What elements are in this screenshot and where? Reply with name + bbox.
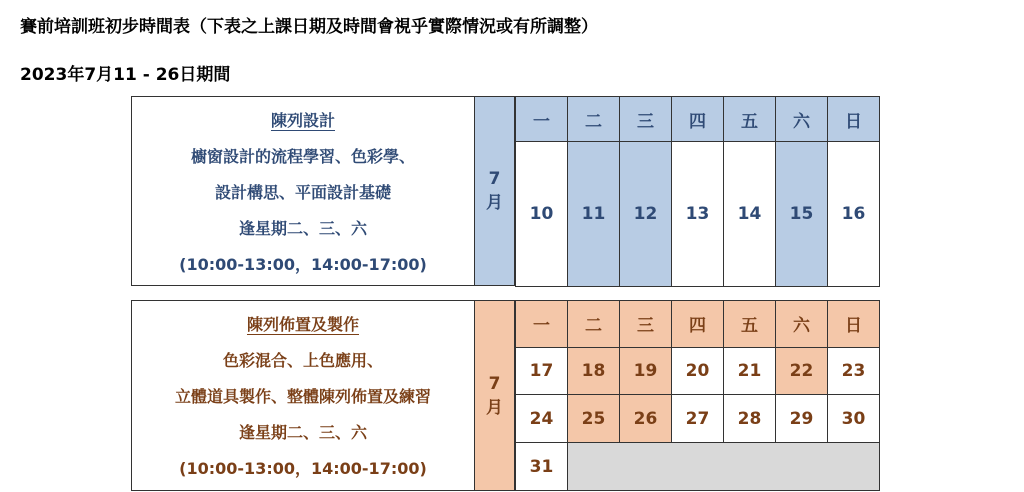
date-cell: 28 [724,395,776,443]
date-cell: 30 [828,395,880,443]
weekday-header: 三 [620,97,672,142]
date-cell-class-day: 22 [776,347,828,395]
date-cell: 13 [672,142,724,287]
course-title: 陳列設計 [270,110,335,130]
course-days: 逢星期二、三、六 [238,218,367,238]
date-cell-class-day: 11 [568,142,620,287]
weekday-header: 日 [828,97,880,142]
month-char: 月 [486,193,503,213]
weekday-header: 四 [672,301,724,348]
date-cell: 23 [828,347,880,395]
course-description-line: 櫥窗設計的流程學習、色彩學、 [190,146,415,166]
date-cell-class-day: 12 [620,142,672,287]
schedule-block-display-design [131,96,880,286]
empty-filler-cell [568,443,880,491]
date-cell: 14 [724,142,776,287]
weekday-header-row [516,97,880,142]
weekday-header: 三 [620,301,672,348]
month-label [475,300,515,491]
weekday-header: 六 [776,97,828,142]
course-description-line: 設計構思、平面設計基礎 [214,182,391,202]
month-char: 月 [486,397,503,418]
month-label [475,96,515,286]
date-row [516,347,880,395]
date-cell-class-day: 26 [620,395,672,443]
course-description-line: 色彩混合、上色應用、 [222,350,383,370]
month-number: 7 [488,169,501,189]
calendar-table [515,96,880,287]
date-cell: 27 [672,395,724,443]
course-title: 陳列佈置及製作 [246,314,359,334]
course-info [131,300,475,491]
date-row [516,443,880,491]
weekday-header-row [516,301,880,348]
schedule-block-display-production [131,300,880,491]
date-cell: 31 [516,443,568,491]
date-cell: 16 [828,142,880,287]
month-number: 7 [488,373,501,394]
date-cell: 24 [516,395,568,443]
weekday-header: 日 [828,301,880,348]
date-row [516,395,880,443]
weekday-header: 四 [672,97,724,142]
date-cell-class-day: 25 [568,395,620,443]
weekday-header: 五 [724,97,776,142]
weekday-header: 六 [776,301,828,348]
weekday-header: 二 [568,97,620,142]
weekday-header: 二 [568,301,620,348]
date-cell: 17 [516,347,568,395]
date-cell: 21 [724,347,776,395]
date-row [516,142,880,287]
weekday-header: 一 [516,97,568,142]
course-days: 逢星期二、三、六 [238,423,367,443]
date-cell-class-day: 19 [620,347,672,395]
weekday-header: 一 [516,301,568,348]
course-info [131,96,475,286]
date-cell-class-day: 15 [776,142,828,287]
date-cell: 10 [516,142,568,287]
date-cell: 29 [776,395,828,443]
course-time: (10:00-13:00，14:00-17:00) [179,459,427,479]
calendar-table [515,300,880,491]
course-description-line: 立體道具製作、整體陳列佈置及練習 [174,386,431,406]
course-time: (10:00-13:00，14:00-17:00) [179,254,427,274]
weekday-header: 五 [724,301,776,348]
date-cell: 20 [672,347,724,395]
page-title: 賽前培訓班初步時間表（下表之上課日期及時間會視乎實際情況或有所調整） [20,17,598,37]
date-cell-class-day: 18 [568,347,620,395]
date-range: 2023年7月11 - 26日期間 [20,65,231,85]
